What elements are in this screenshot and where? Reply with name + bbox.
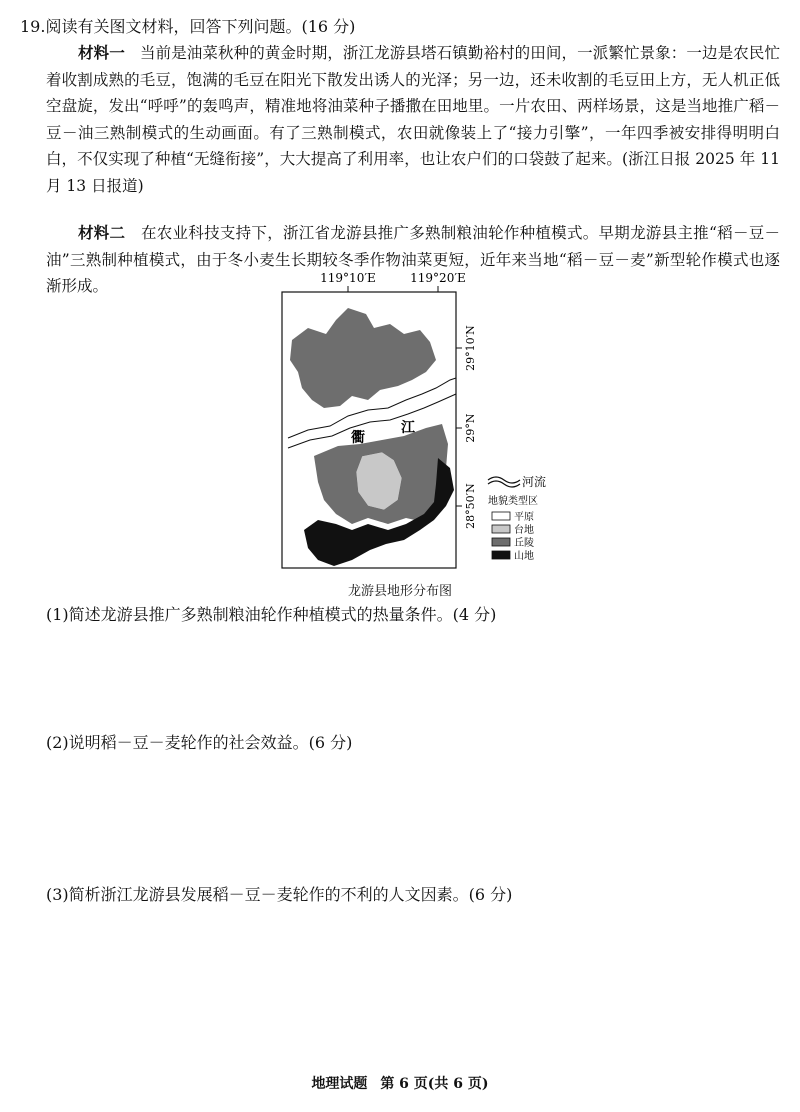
legend-hills-swatch xyxy=(492,538,510,546)
lon-label-1: 119°10′E xyxy=(320,271,376,285)
footer-subject: 地理试题 xyxy=(311,1076,368,1092)
lat-label-1: 29°10′N xyxy=(464,325,477,371)
legend-hills-label: 丘陵 xyxy=(514,538,534,549)
subquestion-2: (2)说明稻－豆－麦轮作的社会效益。(6 分) xyxy=(46,733,353,752)
river-name-1: 衢 xyxy=(351,430,365,446)
legend-plain-swatch xyxy=(492,512,510,520)
material-1-label: 材料一 xyxy=(78,43,125,62)
lat-label-2: 29°N xyxy=(464,413,477,443)
legend-title: 地貌类型区 xyxy=(488,496,538,507)
question-text: 阅读有关图文材料，回答下列问题。(16 分) xyxy=(45,17,356,36)
question-header xyxy=(20,14,780,40)
material-1-text: 当前是油菜秋种的黄金时期，浙江龙游县塔石镇勤裕村的田间，一派繁忙景象：一边是农民忙着收割成熟的毛豆，饱满的毛豆在阳光下散发出诱人的光泽；另一边，还未收割的毛豆田上方，无人机正低空盘旋，发出“呼呼”的轰鸣声，精准地将油菜种子播撒在田地里。一片农田、两样场景，这是当地推广稻－豆－油三熟制模式的生动画面。有了三熟制模式，农田就像装上了“接力引擎”，一年四季被安排得明明白白，不仅实现了种植“无缝衔接”，大大提高了利用率，也让农户们的口袋鼓了起来。(浙江日报 2025 年 11 月 13 日报道) xyxy=(46,44,780,195)
subquestion-3: (3)简析浙江龙游县发展稻－豆－麦轮作的不利的人文因素。(6 分) xyxy=(46,885,513,904)
lat-label-3: 28°50′N xyxy=(464,483,477,529)
river-name-2: 江 xyxy=(401,420,415,436)
material-1 xyxy=(46,40,780,199)
page-footer xyxy=(0,1073,800,1093)
legend-tableland-swatch xyxy=(492,525,510,533)
legend-mountain-label: 山地 xyxy=(514,551,534,562)
terrain-map-svg xyxy=(278,268,588,578)
map-caption: 龙游县地形分布图 xyxy=(347,584,452,599)
material-2-text: 在农业科技支持下，浙江省龙游县推广多熟制粮油轮作种植模式。早期龙游县主推“稻－豆－油”三熟制种植模式，由于冬小麦生长期较冬季作物油菜更短，近年来当地“稻－豆－麦”新型轮作模式也逐渐形成。 xyxy=(46,224,780,295)
legend-plain-label: 平原 xyxy=(514,512,534,523)
subquestion-1: (1)简述龙游县推广多熟制粮油轮作种植模式的热量条件。(4 分) xyxy=(46,605,497,624)
question-number: 19. xyxy=(20,17,46,36)
footer-page: 第 6 页(共 6 页) xyxy=(380,1076,489,1092)
terrain-map xyxy=(278,268,588,598)
lon-label-2: 119°20′E xyxy=(410,271,466,285)
legend-river-label: 河流 xyxy=(522,475,547,489)
legend-mountain-swatch xyxy=(492,551,510,559)
material-2-label: 材料二 xyxy=(78,223,126,242)
legend-tableland-label: 台地 xyxy=(514,525,534,536)
